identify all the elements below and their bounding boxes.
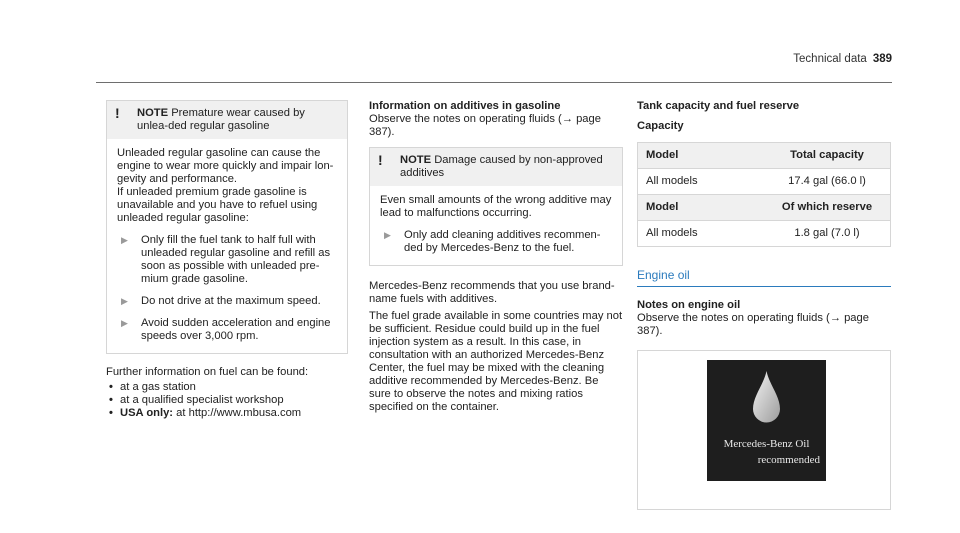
note-body [107,139,347,353]
column-right [637,100,891,510]
arrow-icon [117,317,141,343]
note-body [370,186,622,265]
heading-engine-oil: Notes on engine oil [637,299,741,311]
step-text: Do not drive at the maximum speed. [141,295,321,307]
note-header [107,101,347,139]
step-text: Only fill the fuel tank to half full with unleaded regular gasoline and refill as soon as possible with unleaded pre-mium grade gasoline. [141,234,331,285]
note-paragraph: Even small amounts of the wrong additive may lead to malfunctions occurring. [380,194,612,219]
arrow-icon [380,229,404,255]
heading-tank-capacity: Tank capacity and fuel reserve [637,100,800,112]
bullet-icon [106,407,120,420]
step-item [380,229,612,255]
heading-additives: Information on additives in gasoline [369,100,561,112]
capacity-label: Capacity [637,120,684,132]
oil-recommendation-label [707,360,826,481]
list-item: • at a gas station [106,381,348,394]
capacity-table [637,142,891,247]
bullet-icon [106,381,120,394]
page-header [793,53,892,66]
step-text: Only add cleaning additives recommen-ded by Mercedes-Benz to the fuel. [404,229,601,254]
table-cell: Model [638,143,765,169]
section-name: Technical data [793,53,867,65]
oil-image-frame [637,350,891,510]
table-cell: All models [638,169,765,195]
table-cell: Model [638,195,765,221]
note-title: NOTE Damage caused by non-approved additives [400,154,603,179]
step-text: Avoid sudden acceleration and engine speeds over 3,000 rpm. [141,317,331,342]
table-cell: Of which reserve [764,195,891,221]
bullet-icon [106,394,120,407]
page-number: 389 [872,53,892,65]
list-item: • USA only: at http://www.mbusa.com [106,407,348,420]
arrow-icon [117,234,141,286]
table-cell: 17.4 gal (66.0 l) [764,169,891,195]
step-item [117,234,337,286]
table-cell: All models [638,221,765,247]
list-item: • at a qualified specialist workshop [106,394,348,407]
bullet-list [106,381,348,420]
link-text[interactable]: at http://www.mbusa.com [173,407,302,419]
table-header-row [638,195,891,221]
paragraph: The fuel grade available in some countries may not be sufficient. Residue could build up in the fuel injection system as a result. In this case, in consultation with an authorized Mercedes-Benz Center, the fuel may be mixed with the cleaning additive recommended by Mercedes-Benz. Be sure to observe the notes and mixing ratios specified on the container. [369,310,623,413]
oil-label-line-2: recommended [757,454,820,466]
warning-icon: ! [378,152,383,168]
arrow-icon [117,295,141,308]
column-middle [369,100,623,414]
step-item [117,295,337,308]
note-paragraph: Unleaded regular gasoline can cause the engine to wear more quickly and impair lon-gevity and performance. [117,147,334,185]
warning-icon: ! [115,105,120,121]
note-title: NOTE Premature wear caused by unlea-ded regular gasoline [137,107,305,132]
note-paragraph-2: If unleaded premium grade gasoline is unavailable and you have to refuel using unleaded regular gasoline: [117,186,318,224]
intro-text: Observe the notes on operating fluids (→ page 387). [369,113,601,138]
column-left [106,100,348,420]
section-title-engine-oil: Engine oil [637,269,891,287]
header-rule [96,82,892,83]
table-row [638,169,891,195]
table-header-row [638,143,891,169]
table-cell: Total capacity [764,143,891,169]
oil-text: Observe the notes on operating fluids (→ page 387). [637,312,869,337]
table-cell: 1.8 gal (7.0 l) [764,221,891,247]
note-premature-wear [106,100,348,354]
step-item [117,317,337,343]
table-row [638,221,891,247]
further-info: Further information on fuel can be found: [106,366,309,378]
oil-label-line-1: Mercedes-Benz Oil [723,438,810,450]
oil-drop-icon [752,370,781,426]
note-additives [369,147,623,266]
paragraph: Mercedes-Benz recommends that you use brand-name fuels with additives. [369,280,615,305]
note-header [370,148,622,186]
